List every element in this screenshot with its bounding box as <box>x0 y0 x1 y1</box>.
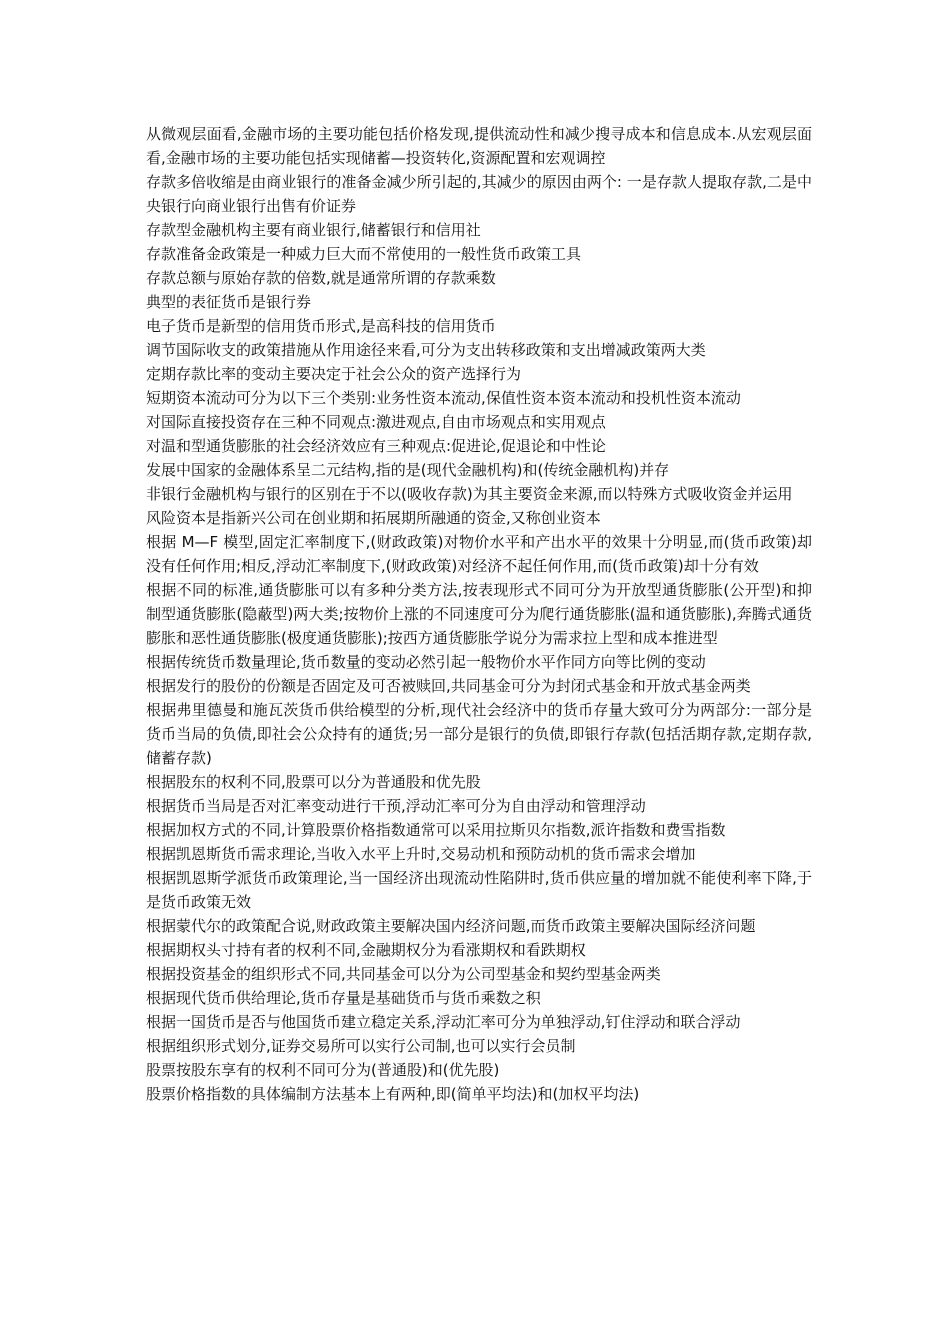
paragraph: 根据一国货币是否与他国货币建立稳定关系,浮动汇率可分为单独浮动,钉住浮动和联合浮动 <box>146 1013 741 1031</box>
paragraph: 存款准备金政策是一种威力巨大而不常使用的一般性货币政策工具 <box>146 245 582 263</box>
paragraph: 对温和型通货膨胀的社会经济效应有三种观点:促进论,促退论和中性论 <box>146 437 606 455</box>
paragraph: 风险资本是指新兴公司在创业期和拓展期所融通的资金,又称创业资本 <box>146 509 601 527</box>
paragraph: 根据期权头寸持有者的权利不同,金融期权分为看涨期权和看跌期权 <box>146 941 586 959</box>
paragraph: 存款多倍收缩是由商业银行的准备金减少所引起的,其减少的原因由两个: 一是存款人提取存款,二是中央银行向商业银行出售有价证券 <box>146 173 812 215</box>
paragraph: 根据传统货币数量理论,货币数量的变动必然引起一般物价水平作同方向等比例的变动 <box>146 653 706 671</box>
paragraph: 根据弗里德曼和施瓦茨货币供给模型的分析,现代社会经济中的货币存量大致可分为两部分:一部分是货币当局的负债,即社会公众持有的通货;另一部分是银行的负债,即银行存款(包括活期存款,定期存款,储蓄存款) <box>146 701 812 767</box>
paragraph: 电子货币是新型的信用货币形式,是高科技的信用货币 <box>146 317 496 335</box>
document-page <box>146 122 812 1106</box>
paragraph: 根据不同的标准,通货膨胀可以有多种分类方法,按表现形式不同可分为开放型通货膨胀(公开型)和抑制型通货膨胀(隐蔽型)两大类;按物价上涨的不同速度可分为爬行通货膨胀(温和通货膨胀),奔腾式通货膨胀和恶性通货膨胀(极度通货膨胀);按西方通货膨胀学说分为需求拉上型和成本推进型 <box>146 581 812 647</box>
paragraph: 根据投资基金的组织形式不同,共同基金可以分为公司型基金和契约型基金两类 <box>146 965 661 983</box>
paragraph: 根据发行的股份的份额是否固定及可否被赎回,共同基金可分为封闭式基金和开放式基金两类 <box>146 677 751 695</box>
paragraph: 股票价格指数的具体编制方法基本上有两种,即(简单平均法)和(加权平均法) <box>146 1085 640 1103</box>
paragraph: 存款型金融机构主要有商业银行,储蓄银行和信用社 <box>146 221 481 239</box>
paragraph: 典型的表征货币是银行券 <box>146 293 312 311</box>
paragraph: 根据凯恩斯货币需求理论,当收入水平上升时,交易动机和预防动机的货币需求会增加 <box>146 845 696 863</box>
paragraph: 根据凯恩斯学派货币政策理论,当一国经济出现流动性陷阱时,货币供应量的增加就不能使利率下降,于是货币政策无效 <box>146 869 812 911</box>
paragraph: 根据 M—F 模型,固定汇率制度下,(财政政策)对物价水平和产出水平的效果十分明显,而(货币政策)却没有任何作用;相反,浮动汇率制度下,(财政政策)对经济不起任何作用,而(货币政策)却十分有效 <box>146 533 812 575</box>
paragraph: 发展中国家的金融体系呈二元结构,指的是(现代金融机构)和(传统金融机构)并存 <box>146 461 670 479</box>
paragraph: 定期存款比率的变动主要决定于社会公众的资产选择行为 <box>146 365 522 383</box>
paragraph: 根据现代货币供给理论,货币存量是基础货币与货币乘数之积 <box>146 989 541 1007</box>
paragraph: 非银行金融机构与银行的区别在于不以(吸收存款)为其主要资金来源,而以特殊方式吸收资金并运用 <box>146 485 793 503</box>
paragraph: 存款总额与原始存款的倍数,就是通常所谓的存款乘数 <box>146 269 496 287</box>
paragraph: 对国际直接投资存在三种不同观点:激进观点,自由市场观点和实用观点 <box>146 413 606 431</box>
paragraph: 根据货币当局是否对汇率变动进行干预,浮动汇率可分为自由浮动和管理浮动 <box>146 797 646 815</box>
paragraph: 根据蒙代尔的政策配合说,财政政策主要解决国内经济问题,而货币政策主要解决国际经济问题 <box>146 917 756 935</box>
paragraph: 根据加权方式的不同,计算股票价格指数通常可以采用拉斯贝尔指数,派许指数和费雪指数 <box>146 821 726 839</box>
paragraph: 根据股东的权利不同,股票可以分为普通股和优先股 <box>146 773 481 791</box>
paragraph: 股票按股东享有的权利不同可分为(普通股)和(优先股) <box>146 1061 500 1079</box>
paragraph: 从微观层面看,金融市场的主要功能包括价格发现,提供流动性和减少搜寻成本和信息成本.从宏观层面看,金融市场的主要功能包括实现储蓄—投资转化,资源配置和宏观调控 <box>146 125 812 167</box>
paragraph: 根据组织形式划分,证券交易所可以实行公司制,也可以实行会员制 <box>146 1037 576 1055</box>
paragraph: 调节国际收支的政策措施从作用途径来看,可分为支出转移政策和支出增减政策两大类 <box>146 341 706 359</box>
paragraph: 短期资本流动可分为以下三个类别:业务性资本流动,保值性资本资本流动和投机性资本流动 <box>146 389 741 407</box>
